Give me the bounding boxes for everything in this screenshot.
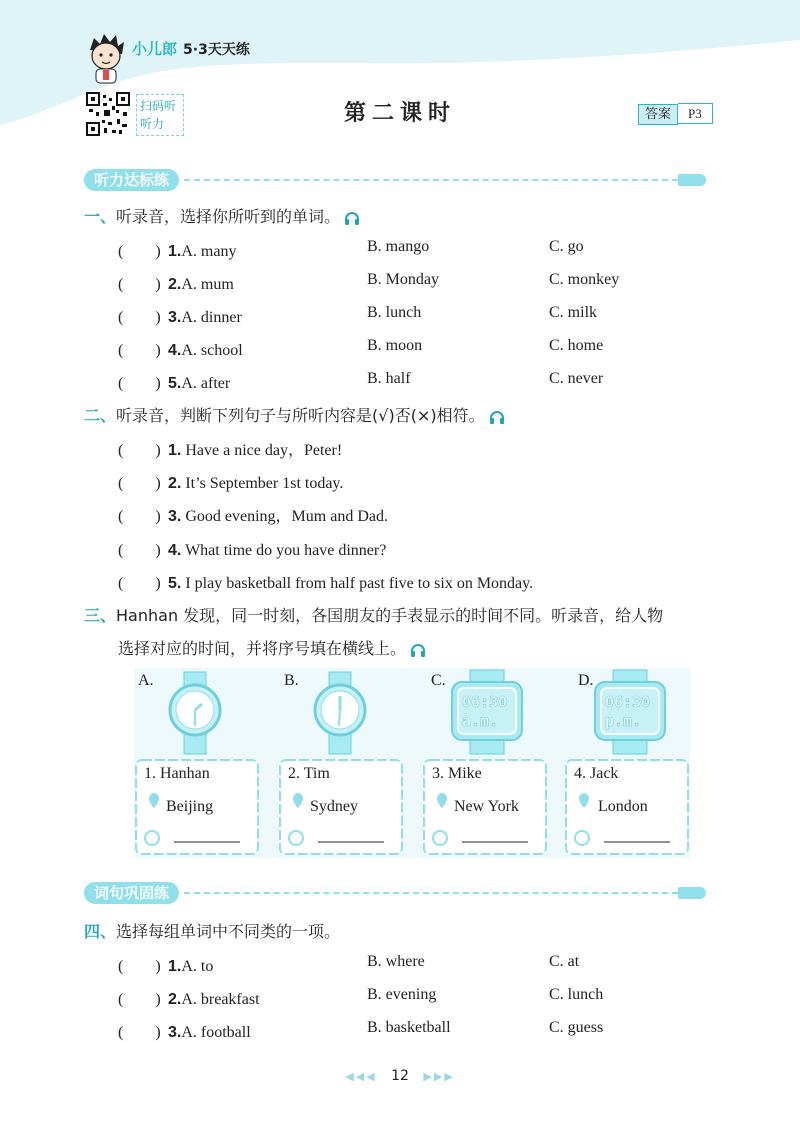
card-3-name: 3. Mike <box>432 765 482 782</box>
section-divider <box>184 179 678 181</box>
option-a: A. many <box>181 243 237 260</box>
list-item <box>118 1019 251 1042</box>
answer-label: 答案 <box>638 104 678 125</box>
watch-c-letter: C. <box>431 672 446 689</box>
item-number: 1. <box>168 442 182 459</box>
headphones-icon <box>344 211 360 225</box>
option-c: C. never <box>549 370 604 387</box>
option-a: A. breakfast <box>181 991 260 1008</box>
card-2-city: Sydney <box>310 798 358 815</box>
question-text: 选择每组单词中不同类的一项。 <box>116 922 341 941</box>
brand-cn: 小儿郎 <box>132 40 178 58</box>
headphones-icon <box>489 410 505 424</box>
question-2-heading <box>84 403 505 426</box>
brand-title <box>132 38 250 59</box>
brand-series: 5·3天天练 <box>183 42 250 58</box>
answer-page: P3 <box>678 103 713 124</box>
option-a: A. dinner <box>181 309 242 326</box>
list-item <box>118 470 343 493</box>
question-number: 二、 <box>84 406 117 425</box>
question-text-line1: Hanhan 发现，同一时刻，各国朋友的手表显示的时间不同。听录音，给人物 <box>116 606 664 625</box>
option-c: C. home <box>549 337 604 354</box>
question-number: 三、 <box>84 606 117 625</box>
sentence: Have a nice day，Peter! <box>185 442 343 459</box>
option-a: A. football <box>181 1024 251 1041</box>
option-b: B. evening <box>367 986 437 1003</box>
watch-d-letter: D. <box>578 672 594 689</box>
item-number: 5. <box>168 575 182 592</box>
watch-d-period: p.m. <box>605 712 642 730</box>
list-item <box>118 503 388 526</box>
option-c: C. go <box>549 238 584 255</box>
answer-blank[interactable]: ( ) <box>118 243 161 260</box>
answer-blank[interactable]: ( ) <box>118 991 161 1008</box>
section-divider <box>184 892 678 894</box>
answer-blank[interactable]: ( ) <box>118 309 161 326</box>
answer-blank[interactable]: ( ) <box>118 342 161 359</box>
item-number: 4. <box>168 342 182 359</box>
list-item <box>118 304 242 327</box>
option-b: B. mango <box>367 238 430 255</box>
answer-blank[interactable]: ( ) <box>118 542 161 559</box>
card-3-city: New York <box>454 798 519 815</box>
sentence: It’s September 1st today. <box>185 475 344 492</box>
card-1-name: 1. Hanhan <box>144 765 210 782</box>
sentence: Good evening，Mum and Dad. <box>185 508 388 525</box>
page-footer <box>0 1068 800 1084</box>
section-banner-listening <box>84 169 706 191</box>
list-item <box>118 986 260 1009</box>
question-text-line2: 选择对应的时间，并将序号填在横线上。 <box>118 639 407 658</box>
answer-blank[interactable]: ( ) <box>118 375 161 392</box>
option-a: A. after <box>181 375 231 392</box>
item-number: 3. <box>168 309 182 326</box>
item-number: 1. <box>168 958 182 975</box>
answer-reference <box>638 103 713 122</box>
mascot-icon <box>84 32 128 84</box>
option-b: B. where <box>367 953 425 970</box>
list-item <box>118 570 533 593</box>
question-3-heading <box>84 603 663 626</box>
watch-d-time: 06:30 <box>605 693 651 711</box>
watch-matching-illustration <box>134 668 690 858</box>
option-a: A. mum <box>181 276 234 293</box>
option-a: A. school <box>181 342 243 359</box>
item-number: 3. <box>168 1024 182 1041</box>
page-title: 第二课时 <box>343 101 456 126</box>
section-label: 听力达标练 <box>84 169 179 191</box>
list-item <box>118 337 243 360</box>
item-number: 1. <box>168 243 182 260</box>
watch-c-period: a.m. <box>462 712 499 730</box>
option-b: B. half <box>367 370 411 387</box>
question-number: 一、 <box>84 207 117 226</box>
left-arrows-icon: ◀◀◀ <box>345 1070 377 1083</box>
question-1-heading <box>84 204 360 227</box>
pen-icon <box>678 174 706 186</box>
answer-blank[interactable]: ( ) <box>118 575 161 592</box>
watch-c-time: 06:30 <box>462 693 508 711</box>
scan-listen-label: 扫码听听力 <box>136 94 184 136</box>
answer-blank[interactable]: ( ) <box>118 442 161 459</box>
watch-b-letter: B. <box>284 672 299 689</box>
option-b: B. lunch <box>367 304 422 321</box>
card-4-city: London <box>598 798 648 815</box>
answer-blank[interactable]: ( ) <box>118 958 161 975</box>
list-item <box>118 370 230 393</box>
option-c: C. at <box>549 953 580 970</box>
pen-icon <box>678 887 706 899</box>
item-number: 3. <box>168 508 182 525</box>
item-number: 4. <box>168 542 182 559</box>
item-number: 2. <box>168 276 182 293</box>
answer-blank[interactable]: ( ) <box>118 276 161 293</box>
card-2-name: 2. Tim <box>288 765 330 782</box>
list-item <box>118 238 236 261</box>
sentence: I play basketball from half past five to six on Monday. <box>185 575 534 592</box>
answer-blank[interactable]: ( ) <box>118 508 161 525</box>
sentence: What time do you have dinner? <box>185 542 387 559</box>
answer-blank[interactable]: ( ) <box>118 1024 161 1041</box>
option-b: B. Monday <box>367 271 439 288</box>
headphones-icon <box>410 643 426 657</box>
list-item <box>118 437 342 460</box>
question-3-heading-line2 <box>118 636 426 659</box>
option-a: A. to <box>181 958 214 975</box>
card-1-city: Beijing <box>166 798 214 815</box>
question-4-heading <box>84 919 340 942</box>
section-label: 词句巩固练 <box>84 882 179 904</box>
option-b: B. moon <box>367 337 423 354</box>
item-number: 2. <box>168 991 182 1008</box>
item-number: 5. <box>168 375 182 392</box>
answer-blank[interactable]: ( ) <box>118 475 161 492</box>
list-item <box>118 271 234 294</box>
option-c: C. milk <box>549 304 598 321</box>
item-number: 2. <box>168 475 182 492</box>
question-text: 听录音，判断下列句子与所听内容是(√)否(×)相符。 <box>116 406 485 425</box>
page-number: 12 <box>391 1068 409 1084</box>
section-banner-vocabulary <box>84 882 706 904</box>
question-text: 听录音，选择你所听到的单词。 <box>116 207 341 226</box>
option-c: C. guess <box>549 1019 604 1036</box>
card-4-name: 4. Jack <box>574 765 619 782</box>
option-c: C. monkey <box>549 271 620 288</box>
right-arrows-icon: ▶▶▶ <box>423 1070 455 1083</box>
question-number: 四、 <box>84 922 117 941</box>
option-c: C. lunch <box>549 986 604 1003</box>
list-item <box>118 953 213 976</box>
list-item <box>118 537 386 560</box>
option-b: B. basketball <box>367 1019 451 1036</box>
watch-a-letter: A. <box>138 672 154 689</box>
